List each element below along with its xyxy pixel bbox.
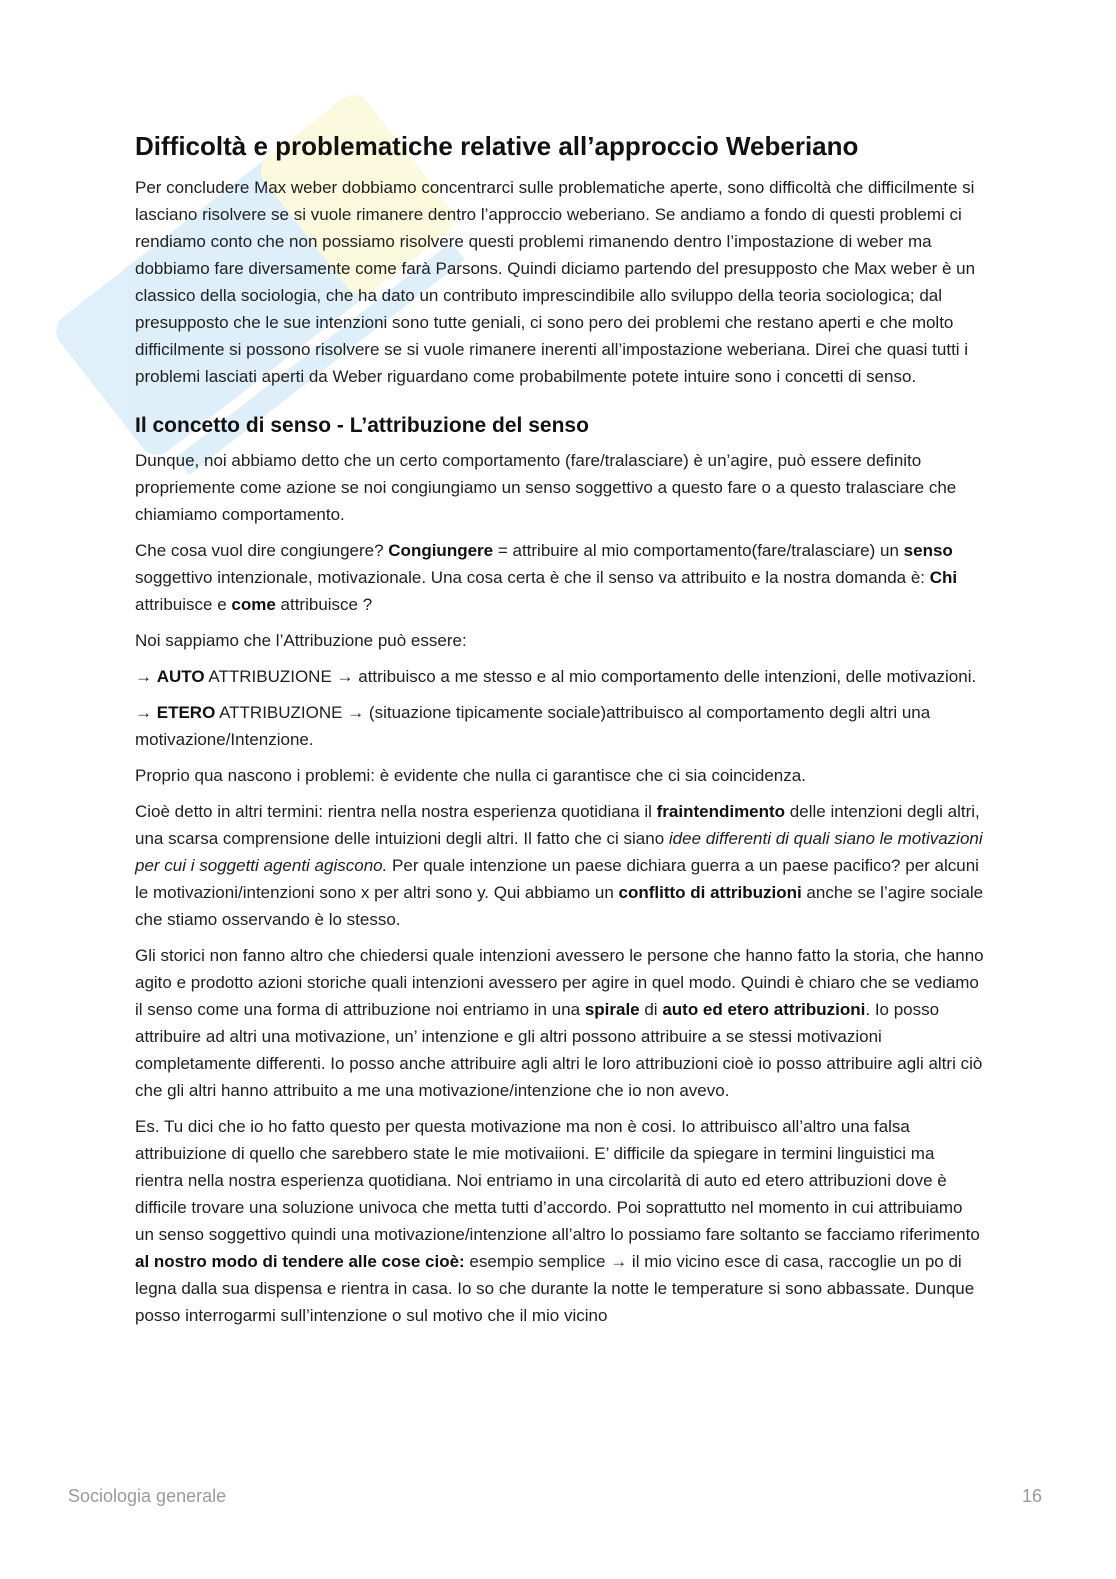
paragraph-attribuzione: Noi sappiamo che l’Attribuzione può essere: <box>135 631 467 651</box>
footer-title: Sociologia generale <box>68 1486 227 1506</box>
paragraph-fraintendimento: Cioè detto in altri termini: rientra nella nostra esperienza quotidiana il fraintendimento delle intenzioni degli altri, una scarsa comprensione delle intuizioni degli altri. Il fatto che ci siano idee differenti di quali siano le motivazioni per cui i soggetti agenti agiscono. Per quale intenzione un paese dichiara guerra a un paese pacifico? per alcuni le motivazioni/intenzioni sono x per altri sono y. Qui abbiamo un conflitto di attribuzioni anche se l’agire sociale che stiamo osservando è lo stesso. <box>135 802 984 930</box>
paragraph-definition: Dunque, noi abbiamo detto che un certo comportamento (fare/tralasciare) è un’agire, può essere definito propriemente come azione se noi congiungiamo un senso soggettivo a questo fare o a questo tralasciare che chiamiamo comportamento. <box>135 451 957 525</box>
paragraph-congiungere: Che cosa vuol dire congiungere? Congiungere = attribuire al mio comportamento(fare/tralasciare) un senso soggettivo intenzionale, motivazionale. Una cosa certa è che il senso va attribuito e la nostra domanda è: Chi attribuisce e come attribuisce ? <box>135 541 958 615</box>
paragraph-esempio: Es. Tu dici che io ho fatto questo per questa motivazione ma non è cosi. Io attribuisco all’altro una falsa attribuizione di quello che sarebbero state le mie motivaiioni. E’ difficile da spiegare in termini linguistici ma rientra nella nostra esperienza quotidiana. Noi entriamo in una circolarità di auto ed etero attribuzioni dove è difficile trovare una soluzione univoca che metta tutti d’accordo. Poi soprattutto nel momento in cui attribuiamo un senso soggettivo quindi una motivazione/intenzione all’altro lo possiamo fare soltanto se facciamo riferimento al nostro modo di tendere alle cose cioè: esempio semplice → il mio vicino esce di casa, raccoglie un po di legna dalla sua dispensa e rientra in casa. Io so che durante la notte le temperature si sono abbassate. Dunque posso interrogarmi sull’intenzione o sul motivo che il mio vicino <box>135 1117 980 1326</box>
document-body <box>135 130 985 1338</box>
section-heading: Difficoltà e problematiche relative all’approccio Weberiano <box>135 131 859 161</box>
subsection-heading: Il concetto di senso - L’attribuzione del senso <box>135 413 589 437</box>
paragraph-auto-attribuzione: → AUTO ATTRIBUZIONE → attribuisco a me stesso e al mio comportamento delle intenzioni, delle motivazioni. <box>135 667 977 687</box>
paragraph-problemi: Proprio qua nascono i problemi: è evidente che nulla ci garantisce che ci sia coincidenza. <box>135 766 806 786</box>
paragraph-intro: Per concludere Max weber dobbiamo concentrarci sulle problematiche aperte, sono difficoltà che difficilmente si lasciano risolvere se si vuole rimanere dentro l’approccio weberiano. Se andiamo a fondo di questi problemi ci rendiamo conto che non possiamo risolvere questi problemi rimanendo dentro l’impostazione di weber ma dobbiamo fare diversamente come farà Parsons. Quindi diciamo partendo del presupposto che Max weber è un classico della sociologia, che ha dato un contributo imprescindibile allo sviluppo della teoria sociologica; dal presupposto che le sue intenzioni sono tutte geniali, ci sono pero dei problemi che restano aperti e che molto difficilmente si possono risolvere se si vuole rimanere inerenti all’impostazione weberiana. Direi che quasi tutti i problemi lasciati aperti da Weber riguardano come probabilmente potete intuire sono i concetti di senso. <box>135 177 976 386</box>
page-number: 16 <box>1021 1486 1042 1506</box>
paragraph-etero-attribuzione: → ETERO ATTRIBUZIONE → (situazione tipicamente sociale)attribuisco al comportamento degli altri una motivazione/Intenzione. <box>135 703 931 750</box>
paragraph-storici: Gli storici non fanno altro che chiedersi quale intenzioni avessero le persone che hanno fatto la storia, che hanno agito e prodotto azioni storiche quali intenzioni avessero per agire in quel modo. Quindi è chiaro che se vediamo il senso come una forma di attribuzione noi entriamo in una spirale di auto ed etero attribuzioni. Io posso attribuire ad altri una motivazione, un’ intenzione e gli altri possono attribuire a se stessi motivazioni completamente differenti. Io posso anche attribuire agli altri le loro attribuzioni cioè io posso attribuire agli altri ciò che gli altri hanno attribuito a me una motivazione/intenzione che io non avevo. <box>135 946 984 1101</box>
